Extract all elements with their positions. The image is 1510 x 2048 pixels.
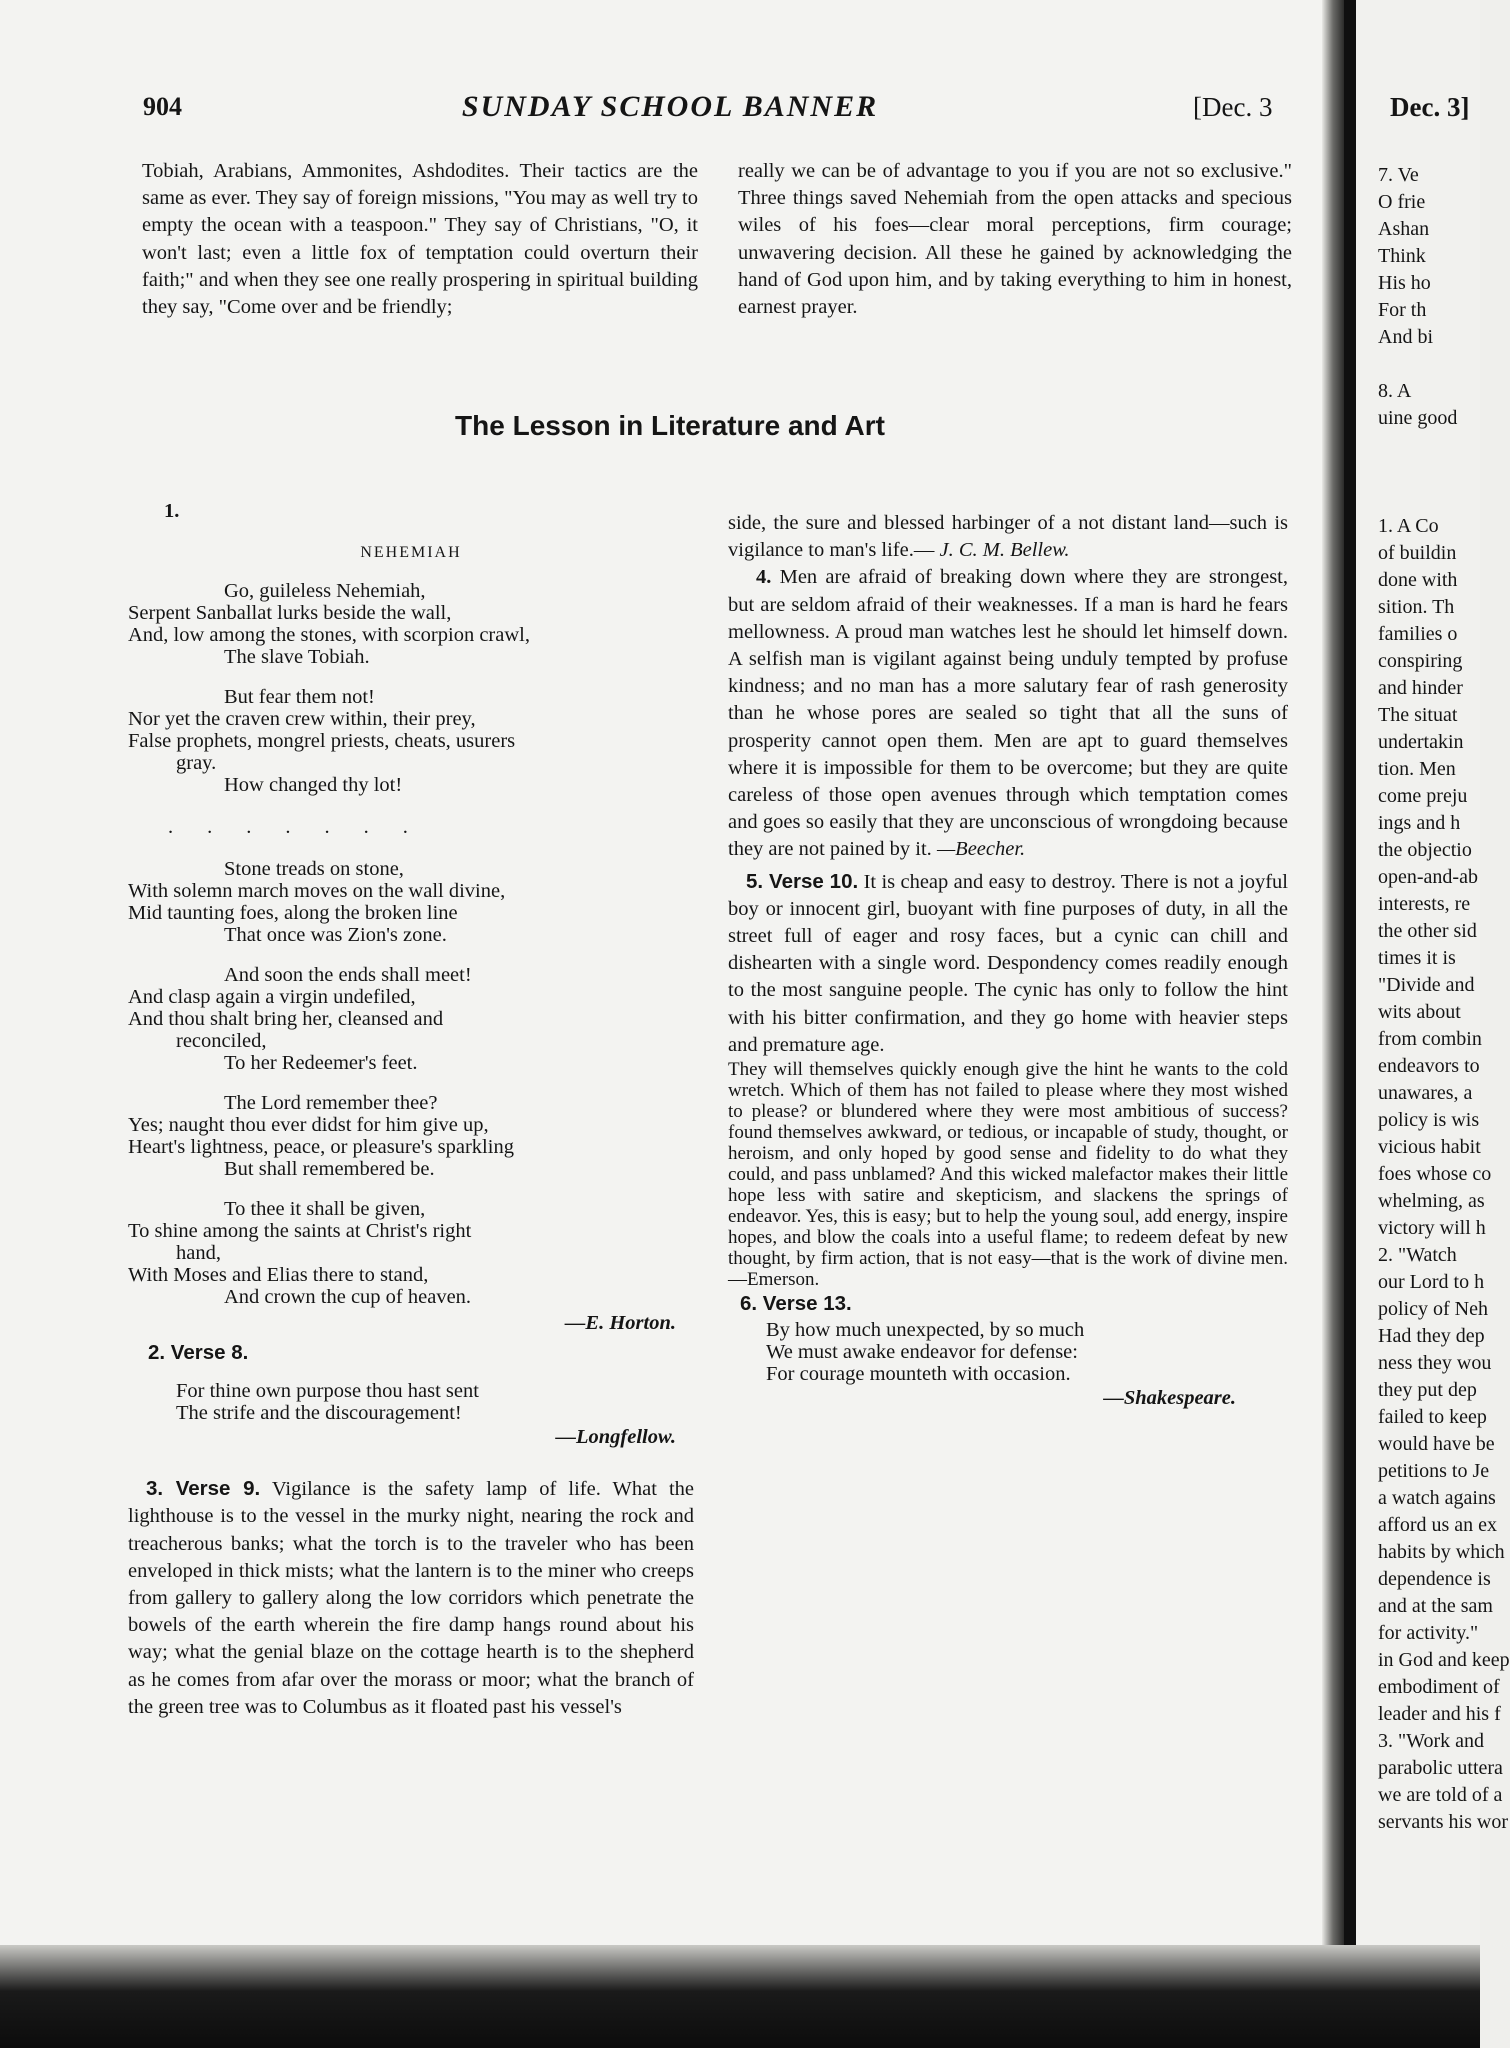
poem-stanza-1 (128, 580, 694, 668)
poem-line: reconciled, (176, 1029, 267, 1052)
poem-attribution: —E. Horton. (564, 1311, 676, 1334)
facing-page-line: times it is (1378, 947, 1456, 969)
section-heading: The Lesson in Literature and Art (455, 410, 885, 441)
facing-page-line: open-and-ab (1378, 866, 1478, 888)
item6-heading: 6. Verse 13. (740, 1292, 852, 1316)
book-spine (1322, 0, 1344, 2048)
facing-page-line (1378, 459, 1510, 486)
facing-page-line: the other sid (1378, 920, 1477, 942)
poem-line: And, low among the stones, with scorpion crawl, (128, 624, 530, 647)
facing-page-line: ings and h (1378, 812, 1461, 834)
poem-line: With solemn march moves on the wall divine, (128, 879, 506, 902)
facing-page-line: whelming, as (1378, 1190, 1485, 1212)
item5-text: It is cheap and easy to destroy. There is not a joyful boy or innocent girl, buoyant with fine purposes of duty, in all the street full of eager and rosy faces, but a cynic can chill and dishearten with a single word. Despondency comes readily enough to the most sanguine people. The cynic has only to follow the hint with his bitter confirmation, and they go home with heavier steps and premature age. (728, 870, 1289, 1056)
facing-page-line: the objectio (1378, 839, 1472, 861)
facing-page-line: 7. Ve (1378, 164, 1419, 186)
facing-page-line: dependence is (1378, 1568, 1491, 1590)
facing-page-line: endeavors to (1378, 1055, 1480, 1077)
quote-line: By how much unexpected, by so much (766, 1319, 1085, 1342)
facing-page-line: foes whose co (1378, 1163, 1492, 1185)
facing-page-line: a watch agains (1378, 1487, 1496, 1509)
facing-page-line: For th (1378, 299, 1427, 321)
facing-page-line: Think (1378, 245, 1426, 267)
facing-page-line: 1. A Co (1378, 515, 1439, 537)
poem-line: hand, (176, 1241, 221, 1264)
facing-page-line (1378, 432, 1510, 459)
facing-page-line: from combin (1378, 1028, 1482, 1050)
poem-stanza-4 (128, 964, 694, 1074)
scan-bottom-shadow (0, 1945, 1480, 2048)
poem-line: To her Redeemer's feet. (224, 1051, 418, 1074)
facing-page-line: parabolic uttera (1378, 1757, 1503, 1779)
facing-page-line: would have be (1378, 1433, 1495, 1455)
facing-page-line: tion. Men (1378, 758, 1456, 780)
book-gutter (1344, 0, 1356, 2048)
facing-page-line: sition. Th (1378, 596, 1455, 618)
item2-heading: 2. Verse 8. (148, 1340, 249, 1364)
facing-page-line: wits about (1378, 1001, 1461, 1023)
quote-line: The strife and the discouragement! (176, 1402, 462, 1425)
poem-line: Stone treads on stone, (224, 857, 404, 880)
facing-page-line: 2. "Watch (1378, 1244, 1457, 1266)
item5-heading: 5. Verse 10. (746, 869, 859, 893)
quote-line: For courage mounteth with occasion. (766, 1363, 1071, 1386)
poem-line: Nor yet the craven crew within, their prey, (128, 708, 476, 731)
poem-line: The slave Tobiah. (224, 646, 370, 669)
item3-heading: 3. Verse 9. (146, 1477, 261, 1501)
item2-quote (128, 1380, 694, 1424)
poem-line: And thou shalt bring her, cleansed and (128, 1007, 444, 1030)
item3-continuation (728, 510, 1288, 564)
poem-line: Serpent Sanballat lurks beside the wall, (128, 602, 452, 625)
facing-page-line: unawares, a (1378, 1082, 1473, 1104)
facing-page-line: "Divide and (1378, 974, 1475, 996)
facing-page-line: for activity." (1378, 1622, 1479, 1644)
facing-page-line: 3. "Work and (1378, 1730, 1484, 1752)
poem-line: With Moses and Elias there to stand, (128, 1263, 429, 1286)
ellipsis-dots: ....... (168, 816, 442, 839)
facing-page-line: policy is wis (1378, 1109, 1480, 1131)
facing-page-line (1378, 486, 1510, 513)
item4-heading: 4. (756, 566, 772, 589)
poem-line: Mid taunting foes, along the broken line (128, 901, 458, 924)
poem-stanza-6 (128, 1198, 694, 1308)
facing-page-line (1378, 351, 1510, 378)
facing-page-line: come preju (1378, 785, 1468, 807)
facing-page-line: And bi (1378, 326, 1433, 348)
poem-stanza-5 (128, 1092, 694, 1180)
item4-attribution: —Beecher. (936, 838, 1026, 861)
poem-line: False prophets, mongrel priests, cheats, usurers (128, 730, 516, 753)
facing-page-line: in God and keep (1378, 1649, 1510, 1671)
facing-page-line: afford us an ex (1378, 1514, 1498, 1536)
poem-title: NEHEMIAH (360, 544, 462, 562)
facing-page-date: Dec. 3] (1390, 92, 1470, 122)
facing-page-line: leader and his f (1378, 1703, 1501, 1725)
quote-line: For thine own purpose thou hast sent (176, 1380, 479, 1403)
item1-number: 1. (164, 500, 180, 522)
facing-page-line: Had they dep (1378, 1325, 1485, 1347)
item4-text: Men are afraid of breaking down where they are strongest, but are seldom afraid of their weaknesses. If a man is hard he fears mellowness. A proud man watches lest he should let himself down. A selfish man is vigilant against being unduly tempted by profuse kindness; and no man has a more salutary fear of rash generosity than he whose pores are sealed so tight that all the suns of prosperity cannot open them. Men are apt to guard themselves where it is impossible for them to be overcome; but they are quite careless of those open avenues through which temptation comes and goes so easily that they are unconscious of wrongdoing because they are not pained by it. (728, 566, 1288, 861)
poem-line: But fear them not! (224, 686, 375, 709)
facing-page-line: families o (1378, 623, 1458, 645)
page-number: 904 (143, 92, 182, 121)
item3-paragraph (128, 1475, 694, 1721)
poem-line: But shall remembered be. (224, 1157, 435, 1180)
poem-line: To shine among the saints at Christ's right (128, 1219, 472, 1242)
facing-page-line: petitions to Je (1378, 1460, 1490, 1482)
facing-page-line: and at the sam (1378, 1595, 1493, 1617)
item5-paragraph (728, 868, 1288, 1059)
facing-page-line: interests, re (1378, 893, 1471, 915)
facing-page-line: O frie (1378, 191, 1426, 213)
facing-page-line: vicious habit (1378, 1136, 1481, 1158)
running-title: SUNDAY SCHOOL BANNER (461, 90, 879, 123)
item3-text: Vigilance is the safety lamp of life. What the lighthouse is to the vessel in the murky night, nearing the rock and treacherous banks; what the torch is to the traveler who has been enveloped in thick mists; what the lantern is to the miner who creeps from gallery to gallery along the low corridors which penetrate the bowels of the earth wherein the fire damp hangs round about his way; what the genial blaze on the cottage hearth is to the shepherd as he comes from afar over the morass or moor; what the branch of the green tree was to Columbus as it floated past his vessel's (128, 1478, 694, 1718)
facing-page-line: undertakin (1378, 731, 1464, 753)
quote-line: We must awake endeavor for defense: (766, 1341, 1078, 1364)
poem-line: The Lord remember thee? (224, 1091, 438, 1114)
poem-line: And clasp again a virgin undefiled, (128, 985, 416, 1008)
facing-page-line: embodiment of (1378, 1676, 1500, 1698)
facing-page-line: victory will h (1378, 1217, 1486, 1239)
poem-line: That once was Zion's zone. (224, 923, 447, 946)
poem-line: And soon the ends shall meet! (224, 963, 472, 986)
poem-stanza-3 (128, 858, 694, 946)
poem-line: To thee it shall be given, (224, 1197, 426, 1220)
item5-small-text: They will themselves quickly enough give the hint he wants to the cold wretch. Which of them has not failed to please where they most wished to please? or blundered where they were most ambitious of success? found themselves awkward, or tedious, or incapable of study, thought, or heroism, and only hoped by good sense and fidelity to do what they could, and pass unblamed? And this wicked malefactor makes their little hope less with satire and skepticism, and slackens the springs of endeavor. Yes, this is easy; but to help the young soul, add energy, inspire hopes, and blow the coals into a useful flame; to redeem defeat by new thought, by firm action, that is not easy—that is the work of divine men.—Emerson. (728, 1059, 1288, 1291)
poem-line: Yes; naught thou ever didst for him give up, (128, 1113, 489, 1136)
poem-line: Heart's lightness, peace, or pleasure's sparkling (128, 1135, 514, 1158)
facing-page-line: conspiring (1378, 650, 1463, 672)
facing-page-line: and hinder (1378, 677, 1463, 699)
left-column (128, 498, 694, 1721)
facing-page-line: they put dep (1378, 1379, 1477, 1401)
intro-right-column (738, 158, 1292, 321)
facing-page-line: The situat (1378, 704, 1458, 726)
poem-stanza-2 (128, 686, 694, 796)
item2-attribution: —Longfellow. (555, 1426, 676, 1449)
facing-page-line: 8. A (1378, 380, 1412, 402)
header-date: [Dec. 3 (1193, 92, 1273, 122)
poem-line: Go, guileless Nehemiah, (224, 580, 426, 603)
intro-right-text: really we can be of advantage to you if you are not so exclusive." Three things saved Nehemiah from the open attacks and specious wiles of his foes—clear moral perceptions, firm courage; unwavering decision. All these he gained by acknowledging the hand of God upon him, and by taking everything to him in honest, earnest prayer. (738, 160, 1292, 319)
item4-paragraph (728, 564, 1288, 863)
right-column (728, 510, 1288, 1412)
poem-line: And crown the cup of heaven. (224, 1285, 472, 1308)
facing-page-line: His ho (1378, 272, 1431, 294)
facing-page-line: Ashan (1378, 218, 1430, 240)
poem-line: How changed thy lot! (224, 774, 403, 797)
facing-page-line: we are told of a (1378, 1784, 1503, 1806)
facing-page-line: of buildin (1378, 542, 1457, 564)
facing-page-line: uine good (1378, 407, 1458, 429)
facing-page-line: our Lord to h (1378, 1271, 1485, 1293)
item3-continuation-text: side, the sure and blessed harbinger of a not distant land—such is vigilance to man's life.— (728, 512, 1288, 562)
facing-page-line: policy of Neh (1378, 1298, 1488, 1320)
facing-page (1356, 0, 1510, 1960)
facing-page-text (1378, 162, 1510, 1836)
intro-left-column (142, 158, 698, 321)
poem-line: gray. (176, 752, 217, 775)
facing-page-line: ness they wou (1378, 1352, 1492, 1374)
item3-attribution: J. C. M. Bellew. (939, 539, 1070, 562)
facing-page-line: done with (1378, 569, 1458, 591)
item6-quote (728, 1319, 1288, 1385)
intro-left-text: Tobiah, Arabians, Ammonites, Ashdodites. Their tactics are the same as ever. They say of foreign missions, "You may as well try to empty the ocean with a teaspoon." They say of Christians, "O, it won't last; even a little fox of temptation could overturn their faith;" and when they see one really prospering in spiritual building they say, "Come over and be friendly; (142, 160, 698, 319)
item6-attribution: —Shakespeare. (1103, 1387, 1236, 1410)
facing-page-line: habits by which (1378, 1541, 1505, 1563)
facing-page-line: failed to keep (1378, 1406, 1487, 1428)
facing-page-line: servants his wor (1378, 1811, 1508, 1833)
